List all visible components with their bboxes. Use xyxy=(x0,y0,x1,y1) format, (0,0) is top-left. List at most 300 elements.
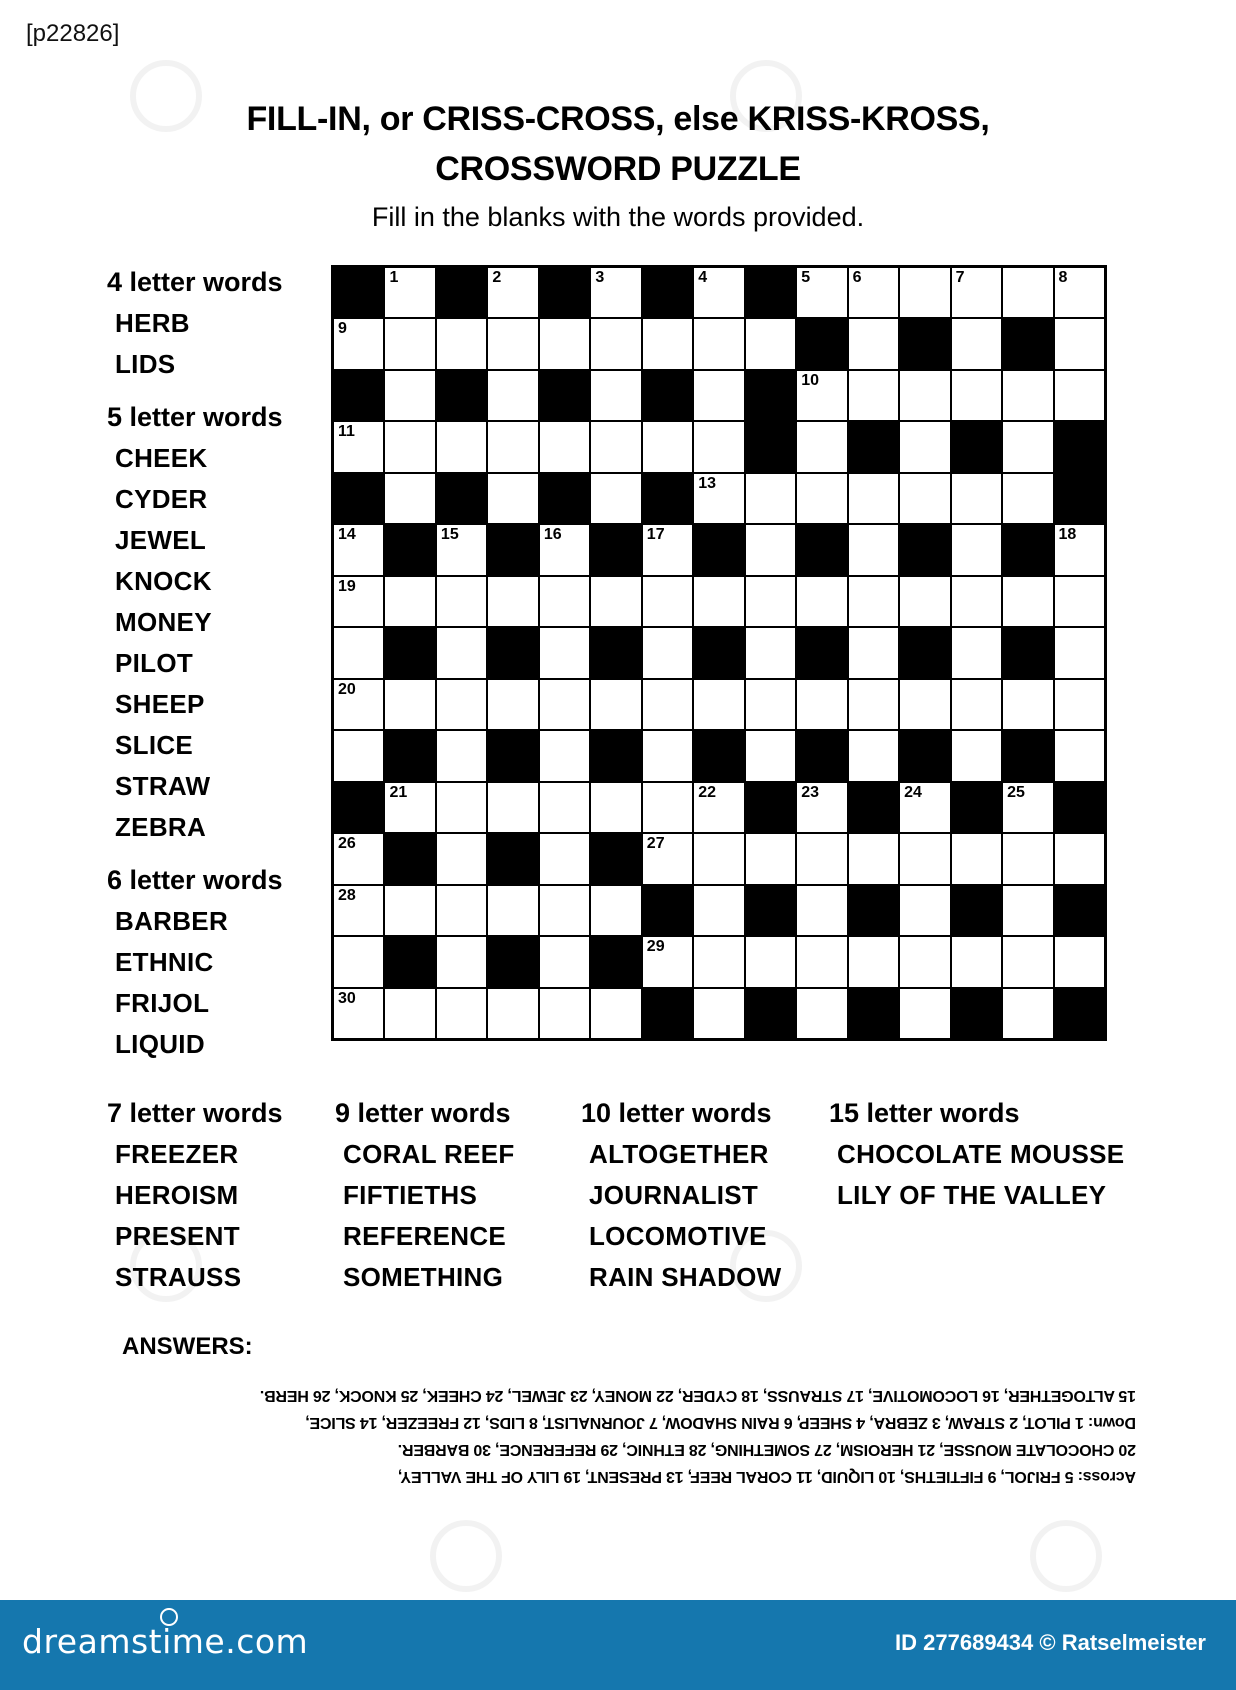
grid-cell[interactable] xyxy=(334,319,383,368)
word-group-5-letter xyxy=(107,397,283,848)
grid-cell[interactable] xyxy=(900,474,949,523)
grid-block xyxy=(952,989,1001,1038)
grid-cell[interactable] xyxy=(1055,731,1104,780)
word-item: JOURNALIST xyxy=(589,1180,759,1210)
word-item: FRIJOL xyxy=(115,988,210,1018)
answers-across-line1 xyxy=(100,1463,1136,1490)
word-group-heading: 6 letter words xyxy=(107,865,283,895)
word-item: HEROISM xyxy=(115,1180,239,1210)
grid-block xyxy=(540,268,589,317)
grid-cell[interactable] xyxy=(591,886,640,935)
grid-block xyxy=(591,937,640,986)
grid-cell[interactable] xyxy=(334,834,383,883)
clue-number: 20 xyxy=(338,680,356,698)
clue-number: 11 xyxy=(338,423,355,441)
word-item: SLICE xyxy=(115,730,194,760)
grid-cell[interactable] xyxy=(694,268,743,317)
grid-cell[interactable] xyxy=(385,474,434,523)
grid-block xyxy=(437,371,486,420)
word-group-4-letter xyxy=(107,262,283,385)
grid-cell[interactable] xyxy=(334,680,383,729)
grid-block xyxy=(952,783,1001,832)
grid-cell[interactable] xyxy=(437,525,486,574)
grid-cell[interactable] xyxy=(900,989,949,1038)
grid-cell[interactable] xyxy=(385,319,434,368)
answers-heading: ANSWERS: xyxy=(122,1333,253,1360)
grid-cell[interactable] xyxy=(1055,371,1104,420)
grid-cell[interactable] xyxy=(643,680,692,729)
word-item: STRAUSS xyxy=(115,1262,242,1292)
clue-number: 7 xyxy=(955,269,965,286)
grid-cell[interactable] xyxy=(900,371,949,420)
grid-cell[interactable] xyxy=(643,783,692,832)
grid-cell[interactable] xyxy=(385,886,434,935)
grid-cell[interactable] xyxy=(1055,577,1104,626)
grid-cell[interactable] xyxy=(540,577,589,626)
watermark-icon xyxy=(130,60,202,132)
grid-cell[interactable] xyxy=(797,834,846,883)
clue-number: 24 xyxy=(904,783,922,801)
grid-cell[interactable] xyxy=(334,628,383,677)
grid-cell[interactable] xyxy=(1055,937,1104,986)
word-item: LILY OF THE VALLEY xyxy=(837,1180,1107,1210)
clue-number: 29 xyxy=(646,938,665,956)
word-item: BARBER xyxy=(115,906,229,936)
grid-cell[interactable] xyxy=(1003,680,1052,729)
grid-block xyxy=(334,474,383,523)
word-item: LOCOMOTIVE xyxy=(589,1221,767,1251)
grid-cell[interactable] xyxy=(643,577,692,626)
grid-cell[interactable] xyxy=(1055,628,1104,677)
grid-cell[interactable] xyxy=(591,680,640,729)
grid-cell[interactable] xyxy=(797,474,846,523)
grid-cell[interactable] xyxy=(900,422,949,471)
clue-number: 27 xyxy=(646,835,665,853)
page-title-line1: FILL-IN, or CRISS-CROSS, else KRISS-KROSS, xyxy=(246,100,990,138)
grid-block xyxy=(797,319,846,368)
grid-cell[interactable] xyxy=(488,268,537,317)
word-list-bottom xyxy=(107,1093,1149,1298)
grid-cell[interactable] xyxy=(437,577,486,626)
grid-block xyxy=(746,268,795,317)
grid-cell[interactable] xyxy=(540,937,589,986)
grid-cell[interactable] xyxy=(488,577,537,626)
clue-number: 8 xyxy=(1058,269,1068,286)
word-item: ETHNIC xyxy=(115,947,214,977)
grid-block xyxy=(1055,989,1104,1038)
grid-block xyxy=(385,834,434,883)
grid-cell[interactable] xyxy=(643,834,692,883)
grid-cell[interactable] xyxy=(694,783,743,832)
answers-upside-down xyxy=(100,1382,1136,1490)
grid-block xyxy=(643,886,692,935)
grid-cell[interactable] xyxy=(1003,834,1052,883)
grid-cell[interactable] xyxy=(797,886,846,935)
word-item: MONEY xyxy=(115,607,212,637)
grid-cell[interactable] xyxy=(540,783,589,832)
grid-cell[interactable] xyxy=(643,319,692,368)
word-list-left xyxy=(107,262,283,1077)
grid-cell[interactable] xyxy=(385,268,434,317)
grid-block xyxy=(797,525,846,574)
word-group-heading: 15 letter words xyxy=(829,1098,1020,1128)
grid-cell[interactable] xyxy=(334,422,383,471)
word-item: REFERENCE xyxy=(343,1221,507,1251)
grid-cell[interactable] xyxy=(1003,422,1052,471)
clue-number: 19 xyxy=(338,577,356,595)
grid-block xyxy=(488,525,537,574)
swirl-icon xyxy=(160,1608,178,1626)
grid-cell[interactable] xyxy=(797,680,846,729)
grid-cell[interactable] xyxy=(746,937,795,986)
grid-cell[interactable] xyxy=(643,525,692,574)
grid-cell[interactable] xyxy=(1055,268,1104,317)
grid-cell[interactable] xyxy=(952,731,1001,780)
grid-cell[interactable] xyxy=(334,989,383,1038)
word-item: CORAL REEF xyxy=(343,1139,515,1169)
grid-block xyxy=(643,371,692,420)
word-group-6-letter xyxy=(107,860,283,1065)
grid-cell[interactable] xyxy=(437,989,486,1038)
grid-cell[interactable] xyxy=(385,680,434,729)
grid-cell[interactable] xyxy=(849,731,898,780)
grid-cell[interactable] xyxy=(797,989,846,1038)
grid-block xyxy=(849,886,898,935)
word-item: FREEZER xyxy=(115,1139,239,1169)
grid-cell[interactable] xyxy=(694,474,743,523)
grid-cell[interactable] xyxy=(437,783,486,832)
grid-cell[interactable] xyxy=(952,319,1001,368)
grid-cell[interactable] xyxy=(1003,371,1052,420)
grid-cell[interactable] xyxy=(746,474,795,523)
grid-cell[interactable] xyxy=(849,525,898,574)
grid-cell[interactable] xyxy=(437,319,486,368)
grid-block xyxy=(797,628,846,677)
grid-cell[interactable] xyxy=(849,937,898,986)
grid-cell[interactable] xyxy=(694,989,743,1038)
grid-cell[interactable] xyxy=(385,422,434,471)
grid-block xyxy=(643,474,692,523)
grid-cell[interactable] xyxy=(952,628,1001,677)
grid-cell[interactable] xyxy=(797,422,846,471)
grid-cell[interactable] xyxy=(900,783,949,832)
grid-cell[interactable] xyxy=(437,886,486,935)
watermark-icon xyxy=(730,60,802,132)
clue-number: 17 xyxy=(646,526,665,544)
word-item: JEWEL xyxy=(115,525,207,555)
grid-block xyxy=(540,474,589,523)
grid-block xyxy=(694,731,743,780)
grid-block xyxy=(385,628,434,677)
grid-block xyxy=(1003,628,1052,677)
word-group-heading: 5 letter words xyxy=(107,402,283,432)
word-group-heading: 4 letter words xyxy=(107,267,283,297)
grid-cell[interactable] xyxy=(488,319,537,368)
grid-cell[interactable] xyxy=(1003,783,1052,832)
grid-cell[interactable] xyxy=(334,577,383,626)
grid-block xyxy=(488,628,537,677)
grid-cell[interactable] xyxy=(952,525,1001,574)
grid-cell[interactable] xyxy=(849,268,898,317)
word-item: PRESENT xyxy=(115,1221,240,1251)
grid-cell[interactable] xyxy=(385,371,434,420)
grid-cell[interactable] xyxy=(591,989,640,1038)
clue-number: 22 xyxy=(698,783,717,801)
grid-cell[interactable] xyxy=(694,577,743,626)
grid-cell[interactable] xyxy=(385,783,434,832)
grid-cell[interactable] xyxy=(849,577,898,626)
grid-block xyxy=(746,989,795,1038)
grid-cell[interactable] xyxy=(540,680,589,729)
grid-cell[interactable] xyxy=(952,834,1001,883)
grid-cell[interactable] xyxy=(540,319,589,368)
word-item: PILOT xyxy=(115,648,194,678)
grid-cell[interactable] xyxy=(591,319,640,368)
word-item: KNOCK xyxy=(115,566,212,596)
grid-cell[interactable] xyxy=(1003,886,1052,935)
grid-block xyxy=(334,783,383,832)
grid-cell[interactable] xyxy=(540,525,589,574)
brand-logo[interactable]: dreamstime.com xyxy=(22,1622,309,1661)
grid-cell[interactable] xyxy=(1055,680,1104,729)
clue-number: 10 xyxy=(801,371,819,389)
grid-cell[interactable] xyxy=(849,834,898,883)
grid-block xyxy=(952,886,1001,935)
answers-text: 5 FRIJOL, 9 FIFTIETHS, 10 LIQUID, 11 CORAL REEF, 13 PRESENT, 19 LILY OF THE VALLEY, xyxy=(398,1468,1078,1485)
grid-cell[interactable] xyxy=(797,371,846,420)
grid-cell[interactable] xyxy=(488,371,537,420)
word-item: HERB xyxy=(115,308,190,338)
grid-cell[interactable] xyxy=(952,577,1001,626)
grid-block xyxy=(1055,783,1104,832)
grid-cell[interactable] xyxy=(334,937,383,986)
word-group-heading: 7 letter words xyxy=(107,1098,283,1128)
clue-number: 30 xyxy=(338,989,356,1007)
grid-cell[interactable] xyxy=(540,731,589,780)
grid-cell[interactable] xyxy=(746,680,795,729)
grid-cell[interactable] xyxy=(694,371,743,420)
grid-cell[interactable] xyxy=(694,886,743,935)
grid-cell[interactable] xyxy=(591,371,640,420)
grid-cell[interactable] xyxy=(334,731,383,780)
clue-number: 4 xyxy=(698,269,708,286)
clue-number: 18 xyxy=(1058,526,1077,544)
grid-cell[interactable] xyxy=(540,834,589,883)
grid-cell[interactable] xyxy=(694,680,743,729)
footer-bar xyxy=(0,1600,1236,1690)
grid-cell[interactable] xyxy=(488,422,537,471)
grid-cell[interactable] xyxy=(334,886,383,935)
grid-block xyxy=(385,937,434,986)
grid-cell[interactable] xyxy=(797,937,846,986)
grid-cell[interactable] xyxy=(900,577,949,626)
grid-cell[interactable] xyxy=(437,937,486,986)
grid-cell[interactable] xyxy=(385,577,434,626)
grid-cell[interactable] xyxy=(952,268,1001,317)
grid-cell[interactable] xyxy=(437,680,486,729)
grid-cell[interactable] xyxy=(746,731,795,780)
grid-cell[interactable] xyxy=(952,474,1001,523)
clue-number: 13 xyxy=(698,474,717,492)
grid-cell[interactable] xyxy=(1003,989,1052,1038)
grid-cell[interactable] xyxy=(952,371,1001,420)
grid-cell[interactable] xyxy=(591,422,640,471)
grid-cell[interactable] xyxy=(643,628,692,677)
grid-cell[interactable] xyxy=(437,422,486,471)
grid-block xyxy=(591,628,640,677)
grid-cell[interactable] xyxy=(694,319,743,368)
grid-cell[interactable] xyxy=(746,525,795,574)
grid-cell[interactable] xyxy=(900,834,949,883)
word-item: LIQUID xyxy=(115,1029,205,1059)
clue-number: 3 xyxy=(595,269,605,286)
grid-block xyxy=(643,268,692,317)
grid-cell[interactable] xyxy=(437,731,486,780)
grid-cell[interactable] xyxy=(1003,937,1052,986)
grid-cell[interactable] xyxy=(591,577,640,626)
grid-cell[interactable] xyxy=(591,474,640,523)
clue-number: 15 xyxy=(440,526,459,544)
page-id-label: [p22826] xyxy=(26,20,120,47)
grid-cell[interactable] xyxy=(437,834,486,883)
answers-across-line2: 20 CHOCOLATE MOUSSE, 21 HEROISM, 27 SOMETHING, 28 ETHNIC, 29 REFERENCE, 30 BARBER. xyxy=(397,1441,1136,1458)
grid-cell[interactable] xyxy=(488,474,537,523)
grid-block xyxy=(797,731,846,780)
word-group-10-letter xyxy=(581,1093,829,1298)
grid-cell[interactable] xyxy=(540,422,589,471)
word-item: FIFTIETHS xyxy=(343,1180,478,1210)
grid-cell[interactable] xyxy=(694,422,743,471)
grid-cell[interactable] xyxy=(952,680,1001,729)
grid-cell[interactable] xyxy=(849,680,898,729)
grid-cell[interactable] xyxy=(488,989,537,1038)
grid-block xyxy=(591,834,640,883)
grid-cell[interactable] xyxy=(900,937,949,986)
grid-cell[interactable] xyxy=(746,577,795,626)
grid-cell[interactable] xyxy=(849,319,898,368)
grid-block xyxy=(900,525,949,574)
grid-cell[interactable] xyxy=(849,371,898,420)
grid-block xyxy=(1055,422,1104,471)
grid-block xyxy=(694,628,743,677)
word-item: ALTOGETHER xyxy=(589,1139,769,1169)
crossword-grid xyxy=(331,265,1107,1041)
grid-block xyxy=(746,886,795,935)
word-item: ZEBRA xyxy=(115,812,207,842)
grid-cell[interactable] xyxy=(334,525,383,574)
grid-cell[interactable] xyxy=(900,268,949,317)
grid-cell[interactable] xyxy=(797,783,846,832)
grid-cell[interactable] xyxy=(1003,474,1052,523)
watermark-icon xyxy=(1030,1520,1102,1592)
down-label: Down: xyxy=(1088,1414,1136,1431)
grid-cell[interactable] xyxy=(540,628,589,677)
grid-cell[interactable] xyxy=(1003,268,1052,317)
grid-cell[interactable] xyxy=(488,783,537,832)
grid-cell[interactable] xyxy=(437,628,486,677)
grid-cell[interactable] xyxy=(591,783,640,832)
clue-number: 21 xyxy=(389,783,408,801)
clue-number: 28 xyxy=(338,886,356,904)
grid-cell[interactable] xyxy=(746,834,795,883)
grid-block xyxy=(1003,731,1052,780)
grid-block xyxy=(488,731,537,780)
clue-number: 16 xyxy=(543,526,562,544)
grid-block xyxy=(1003,319,1052,368)
clue-number: 9 xyxy=(338,320,347,338)
instructions: Fill in the blanks with the words provided. xyxy=(371,202,865,232)
word-item: RAIN SHADOW xyxy=(589,1262,782,1292)
grid-cell[interactable] xyxy=(1055,319,1104,368)
grid-cell[interactable] xyxy=(488,680,537,729)
word-item: CHEEK xyxy=(115,443,208,473)
word-group-9-letter xyxy=(335,1093,581,1298)
word-group-heading: 10 letter words xyxy=(581,1098,772,1128)
grid-cell[interactable] xyxy=(900,680,949,729)
grid-block xyxy=(488,834,537,883)
word-item: CHOCOLATE MOUSSE xyxy=(837,1139,1125,1169)
clue-number: 25 xyxy=(1007,783,1025,801)
grid-block xyxy=(385,525,434,574)
clue-number: 6 xyxy=(852,269,862,286)
clue-number: 1 xyxy=(389,269,399,286)
grid-cell[interactable] xyxy=(643,937,692,986)
grid-cell[interactable] xyxy=(694,834,743,883)
grid-cell[interactable] xyxy=(900,886,949,935)
grid-cell[interactable] xyxy=(643,422,692,471)
grid-cell[interactable] xyxy=(1055,525,1104,574)
across-label: Across: xyxy=(1077,1468,1136,1485)
grid-block xyxy=(746,422,795,471)
grid-cell[interactable] xyxy=(488,886,537,935)
grid-cell[interactable] xyxy=(849,474,898,523)
grid-cell[interactable] xyxy=(591,268,640,317)
clue-number: 14 xyxy=(338,526,356,544)
grid-block xyxy=(849,783,898,832)
image-credit: ID 277689434 © Ratselmeister xyxy=(895,1630,1206,1655)
grid-cell[interactable] xyxy=(540,989,589,1038)
grid-block xyxy=(746,783,795,832)
answers-down-line2: 15 ALTOGETHER, 16 LOCOMOTIVE, 17 STRAUSS, 18 CYDER, 22 MONEY, 23 JEWEL, 24 CHEEK, 25 KNOCK, 26 HERB. xyxy=(260,1387,1136,1404)
grid-block xyxy=(900,628,949,677)
grid-block xyxy=(900,319,949,368)
grid-block xyxy=(694,525,743,574)
grid-block xyxy=(849,989,898,1038)
grid-cell[interactable] xyxy=(1055,834,1104,883)
grid-block xyxy=(1055,886,1104,935)
grid-cell[interactable] xyxy=(849,628,898,677)
grid-cell[interactable] xyxy=(385,989,434,1038)
grid-cell[interactable] xyxy=(746,628,795,677)
grid-cell[interactable] xyxy=(746,319,795,368)
grid-block xyxy=(437,474,486,523)
grid-block xyxy=(591,731,640,780)
word-item: CYDER xyxy=(115,484,208,514)
grid-block xyxy=(488,937,537,986)
grid-cell[interactable] xyxy=(952,937,1001,986)
grid-cell[interactable] xyxy=(643,731,692,780)
grid-block xyxy=(952,422,1001,471)
word-item: SHEEP xyxy=(115,689,205,719)
grid-cell[interactable] xyxy=(797,577,846,626)
grid-cell[interactable] xyxy=(540,886,589,935)
grid-cell[interactable] xyxy=(797,268,846,317)
grid-cell[interactable] xyxy=(1003,577,1052,626)
word-group-heading: 9 letter words xyxy=(335,1098,511,1128)
grid-block xyxy=(746,371,795,420)
grid-cell[interactable] xyxy=(694,937,743,986)
grid-block xyxy=(1003,525,1052,574)
